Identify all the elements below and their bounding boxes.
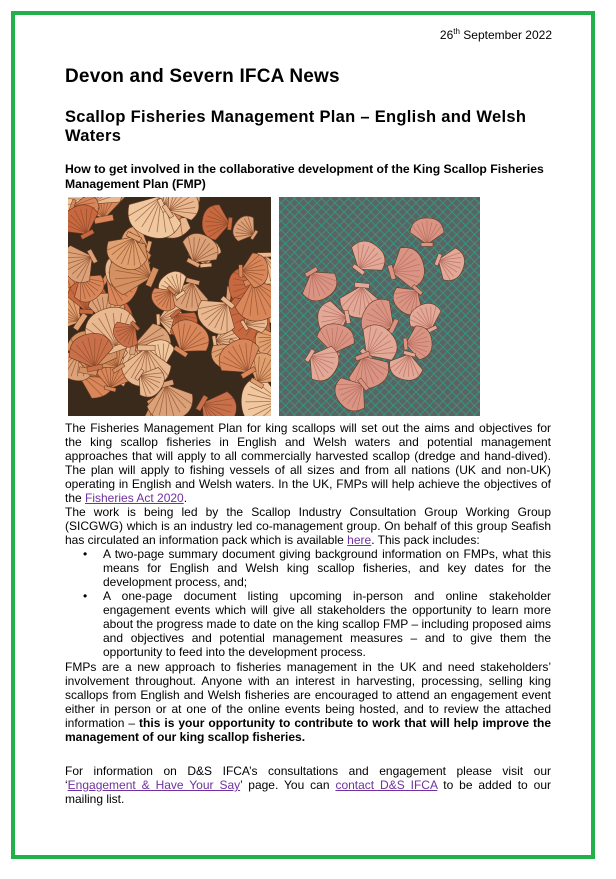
paragraph-stakeholders: FMPs are a new approach to fisheries management in the UK and need stakeholders’ involvement throughout. Anyone with an interest in harvesting, processing, selling king scallops from English and Welsh fisheries are encouraged to attend an engagement event either in person or at one of the online events being hosted, and to review the attached information – this is your opportunity to contribute to work that will help improve the management of our king scallop fisheries. bbox=[65, 660, 551, 744]
pack-contents-list bbox=[65, 547, 551, 659]
paragraph-contact: For information on D&S IFCA’s consultations and engagement please visit our ‘Engagement & Have Your Say’ page. You can contact D&S IFCA to be added to our mailing list. bbox=[65, 764, 551, 806]
news-title: Devon and Severn IFCA News bbox=[65, 66, 340, 87]
list-item: • A two-page summary document giving background information on FMPs, what this means for English and Welsh king scallop fisheries, and key dates for the development process, and; bbox=[103, 547, 551, 589]
fisheries-act-link[interactable]: Fisheries Act 2020 bbox=[85, 491, 184, 505]
paragraph-fmp-intro: The Fisheries Management Plan for king scallops will set out the aims and objectives for the king scallop fisheries in English and Welsh waters and potential management approaches that will apply to all commercially harvested scallop (dredge and hand-dived). The plan will apply to fishing vessels of all sizes and from all nations (UK and non-UK) operating in English and Welsh waters. In the UK, FMPs will help achieve the objectives of the Fisheries Act 2020. bbox=[65, 421, 551, 505]
article-subtitle: How to get involved in the collaborative development of the King Scallop Fisheries Management Plan (FMP) bbox=[65, 162, 544, 191]
publication-date: 26th September 2022 bbox=[439, 27, 552, 42]
scallop-pile-photo bbox=[68, 197, 271, 416]
paragraph-sicgwg: The work is being led by the Scallop Industry Consultation Group Working Group (SICGWG) which is an industry led co-management group. On behalf of this group Seafish has circulated an information pack which is available here. This pack includes: • A two-page summary document giving background information on FMPs, what this means for English and Welsh king scallop fisheries, and key dates for the development process, and; • A one-page document listing upcoming in-person and online stakeholder engagement events which will give all stakeholders the opportunity to learn more about the progress made to date on the king scallop FMP – including proposed aims and objectives and potential management measures – and to give them the opportunity to feed into the development process. bbox=[65, 505, 551, 659]
article-title: Scallop Fisheries Management Plan – English and Welsh Waters bbox=[65, 108, 527, 145]
contact-link[interactable]: contact D&S IFCA bbox=[335, 778, 438, 792]
information-pack-link[interactable]: here bbox=[347, 533, 372, 547]
list-item: • A one-page document listing upcoming in-person and online stakeholder engagement events which will give all stakeholders the opportunity to learn more about the progress made to date on the king scallop FMP – including proposed aims and objectives and potential management measures – and to give them the opportunity to feed into the development process. bbox=[103, 589, 551, 659]
scallops-on-net-photo bbox=[279, 197, 480, 416]
engagement-page-link[interactable]: Engagement & Have Your Say bbox=[67, 778, 241, 792]
